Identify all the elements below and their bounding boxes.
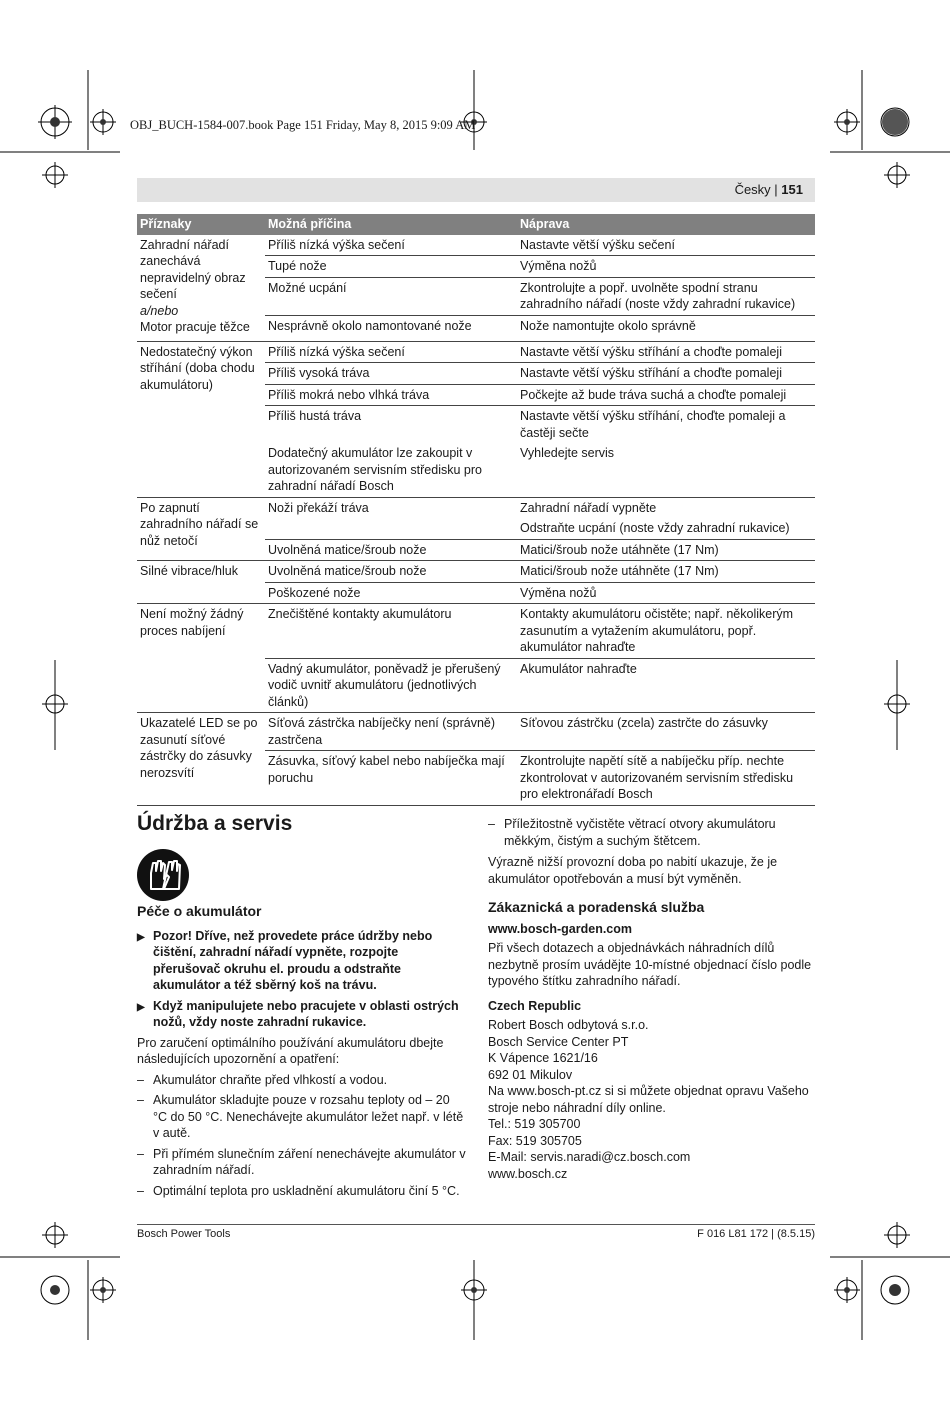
symptom-cell: Silné vibrace/hluk [137,561,265,604]
warning-text: Když manipulujete nebo pracujete v oblasti ostrých nožů, vždy noste zahradní rukavice. [153,998,459,1029]
footer-divider [137,1224,815,1225]
warning-text: Pozor! Dříve, než provedete práce údržby nebo čištění, zahradní nářadí vypněte, rozpojte přerušovač okruhu el. proudu a odstraňte akumulátor a též sběrný koš na trávu. [153,928,433,992]
list-item: – Optimální teplota pro uskladnění akumulátoru činí 5 °C. [137,1183,460,1198]
remedy-cell: Matici/šroub nože utáhněte (17 Nm) [517,539,815,561]
remedy-cell: Kontakty akumulátoru očistěte; např. několikerým zasunutím a vytažením akumulátoru, popř. akumulátor nahraďte [517,604,815,659]
right-column [488,816,816,1182]
remedy-cell: Výměna nožů [517,582,815,604]
list-item-text: Příležitostně vyčistěte větrací otvory akumulátoru měkkým, čistým a suchým štětcem. [504,817,776,848]
list-item: – Akumulátor skladujte pouze v rozsahu teploty od – 20 °C do 50 °C. Nenechávejte akumulátor ležet např. v létě v autě. [137,1092,467,1142]
warning-1 [137,928,467,994]
symptom-cell: Ukazatelé LED se po zasunutí síťové zástrčky do zásuvky nerozsvítí [137,713,265,806]
remedy-cell: Zkontrolujte napětí sítě a nabíječku příp. nechte zkontrolovat v autorizovaném servisním středisku pro elektronářadí Bosch [517,751,815,806]
triangle-bullet-icon: ▶ [137,931,145,943]
address-line: Robert Bosch odbytová s.r.o. [488,1018,649,1032]
table-row [137,604,815,659]
list-item: – Při přímém slunečním záření nenechávejte akumulátor v zahradním nářadí. [137,1146,466,1177]
remedy-cell: Počkejte až bude tráva suchá a choďte pomaleji [517,384,815,406]
list-item-text: Při přímém slunečním záření nenechávejte akumulátor v zahradním nářadí. [153,1146,466,1177]
symptom-text: sečení [140,287,177,301]
service-address [488,1017,816,1182]
left-column [137,903,467,1199]
symptom-cell: Nedostatečný výkon stříhání (doba chodu akumulátoru) [137,341,265,497]
cause-cell: Uvolněná matice/šroub nože [265,539,517,561]
list-item: – Akumulátor chraňte před vlhkostí a vodou. [137,1072,388,1087]
page-number: 151 [781,182,803,197]
remedy-cell: Nastavte větší výšku sečení [517,235,815,256]
address-line: K Vápence 1621/16 [488,1051,598,1065]
book-info: OBJ_BUCH-1584-007.book Page 151 Friday, May 8, 2015 9:09 AM [130,118,476,132]
header-language: Česky [734,182,771,197]
remedy-cell: Akumulátor nahraďte [517,658,815,713]
country-name: Czech Republic [488,998,582,1013]
remedy-cell: Zahradní nářadí vypněte [520,500,657,515]
address-line: Fax: 519 305705 [488,1133,582,1148]
cause-cell: Příliš hustá tráva [268,409,362,423]
cause-cell: Noži překáží tráva [265,497,517,539]
triangle-bullet-icon: ▶ [137,1001,145,1013]
table-header-row [137,214,815,235]
remedy-cell: Zkontrolujte a popř. uvolněte spodní stranu zahradního nářadí (noste vždy zahradní rukavice) [517,277,815,315]
cause-cell: Vadný akumulátor, poněvadž je přerušený vodič uvnitř akumulátoru (jednotlivých článků) [265,658,517,713]
cause-cell: Příliš mokrá nebo vlhká tráva [265,384,517,406]
header-cause: Možná příčina [265,214,517,235]
page-header [137,178,815,202]
header-text: Česky | 151 [734,182,803,197]
cause-cell: Příliš nízká výška sečení [265,341,517,363]
table-row [137,497,815,518]
symptom-cell [137,235,265,342]
header-remedy: Náprava [517,214,815,235]
address-line: Tel.: 519 305700 [488,1117,581,1131]
symptom-cell: Po zapnutí zahradního nářadí se nůž netočí [137,497,265,561]
remedy-cell: Výměna nožů [517,256,815,278]
footer-left: Bosch Power Tools [137,1228,231,1240]
symptom-text: nepravidelný obraz [140,270,246,285]
symptom-text: Motor pracuje těžce [140,320,250,334]
service-title: Zákaznická a poradenská služba [488,899,705,915]
remedy-cell: Nože namontujte okolo správně [517,315,815,341]
address-line: 692 01 Mikulov [488,1067,573,1082]
address-line: E-Mail: servis.naradi@cz.bosch.com [488,1150,691,1164]
symptom-text: zanechává [140,254,201,268]
symptom-text: a/nebo [140,303,179,318]
troubleshooting-table [137,214,815,806]
address-line: www.bosch.cz [488,1166,568,1181]
list-item-text: Optimální teplota pro uskladnění akumulátoru činí 5 °C. [153,1183,460,1198]
table-row [137,341,815,363]
subtitle: Péče o akumulátor [137,903,262,919]
cause-cell: Poškozené nože [265,582,517,604]
service-text: Při všech dotazech a objednávkách náhradních dílů nezbytně prosím uvádějte 10-místné objednací číslo podle typového štítku zahradního nářadí. [488,941,812,988]
table-row [137,713,815,751]
header-symptoms: Příznaky [137,214,265,235]
cause-cell: Příliš nízká výška sečení [265,235,517,256]
remedy-cell: Vyhledejte servis [517,443,815,497]
address-line: Na www.bosch-pt.cz si si můžete objednat opravu Vašeho stroje nebo náhradní díly online. [488,1084,809,1115]
cause-cell: Síťová zástrčka nabíječky není (správně) zastrčena [265,713,517,751]
cause-cell: Znečištěné kontakty akumulátoru [265,604,517,659]
list-item-text: Akumulátor chraňte před vlhkostí a vodou. [153,1072,388,1087]
battery-note: Výrazně nižší provozní doba po nabití ukazuje, že je akumulátor opotřebován a musí být vyměněn. [488,855,778,886]
table-row [137,561,815,583]
cause-cell: Dodatečný akumulátor lze zakoupit v autorizovaném servisním středisku pro zahradní nářadí Bosch [265,443,517,497]
cause-cell: Příliš vysoká tráva [265,363,517,385]
list-item-text: Akumulátor skladujte pouze v rozsahu teploty od – 20 °C do 50 °C. Nenechávejte akumulátor ležet např. v létě v autě. [153,1093,464,1140]
address-line: Bosch Service Center PT [488,1034,629,1049]
warning-2 [137,998,467,1031]
cause-cell: Nesprávně okolo namontované nože [265,315,517,341]
remedy-cell: Síťovou zástrčku (zcela) zastrčte do zásuvky [517,713,815,751]
cause-cell: Možné ucpání [265,277,517,315]
footer-right: F 016 L81 172 | (8.5.15) [697,1228,815,1240]
cause-cell: Zásuvka, síťový kabel nebo nabíječka mají poruchu [265,751,517,806]
remedy-cell: Nastavte větší výšku stříhání, choďte pomaleji a častěji sečte [520,409,786,440]
cause-cell: Uvolněná matice/šroub nože [265,561,517,583]
remedy-cell: Matici/šroub nože utáhněte (17 Nm) [517,561,815,583]
symptom-cell: Není možný žádný proces nabíjení [137,604,265,713]
list-item: – Příležitostně vyčistěte větrací otvory akumulátoru měkkým, čistým a suchým štětcem. [488,816,816,849]
section-title: Údržba a servis [137,812,293,835]
service-website: www.bosch-garden.com [488,921,633,936]
cause-cell: Tupé nože [265,256,517,278]
remedy-cell: Nastavte větší výšku stříhání a choďte pomaleji [517,341,815,363]
intro-text: Pro zaručení optimálního používání akumulátoru dbejte následujících upozornění a opatření: [137,1035,444,1066]
remedy-cell: Odstraňte ucpání (noste vždy zahradní rukavice) [517,518,815,539]
symptom-text: Zahradní nářadí [140,237,229,252]
gloves-icon [137,849,189,901]
remedy-cell: Nastavte větší výšku stříhání a choďte pomaleji [517,363,815,385]
table-row [137,235,815,256]
